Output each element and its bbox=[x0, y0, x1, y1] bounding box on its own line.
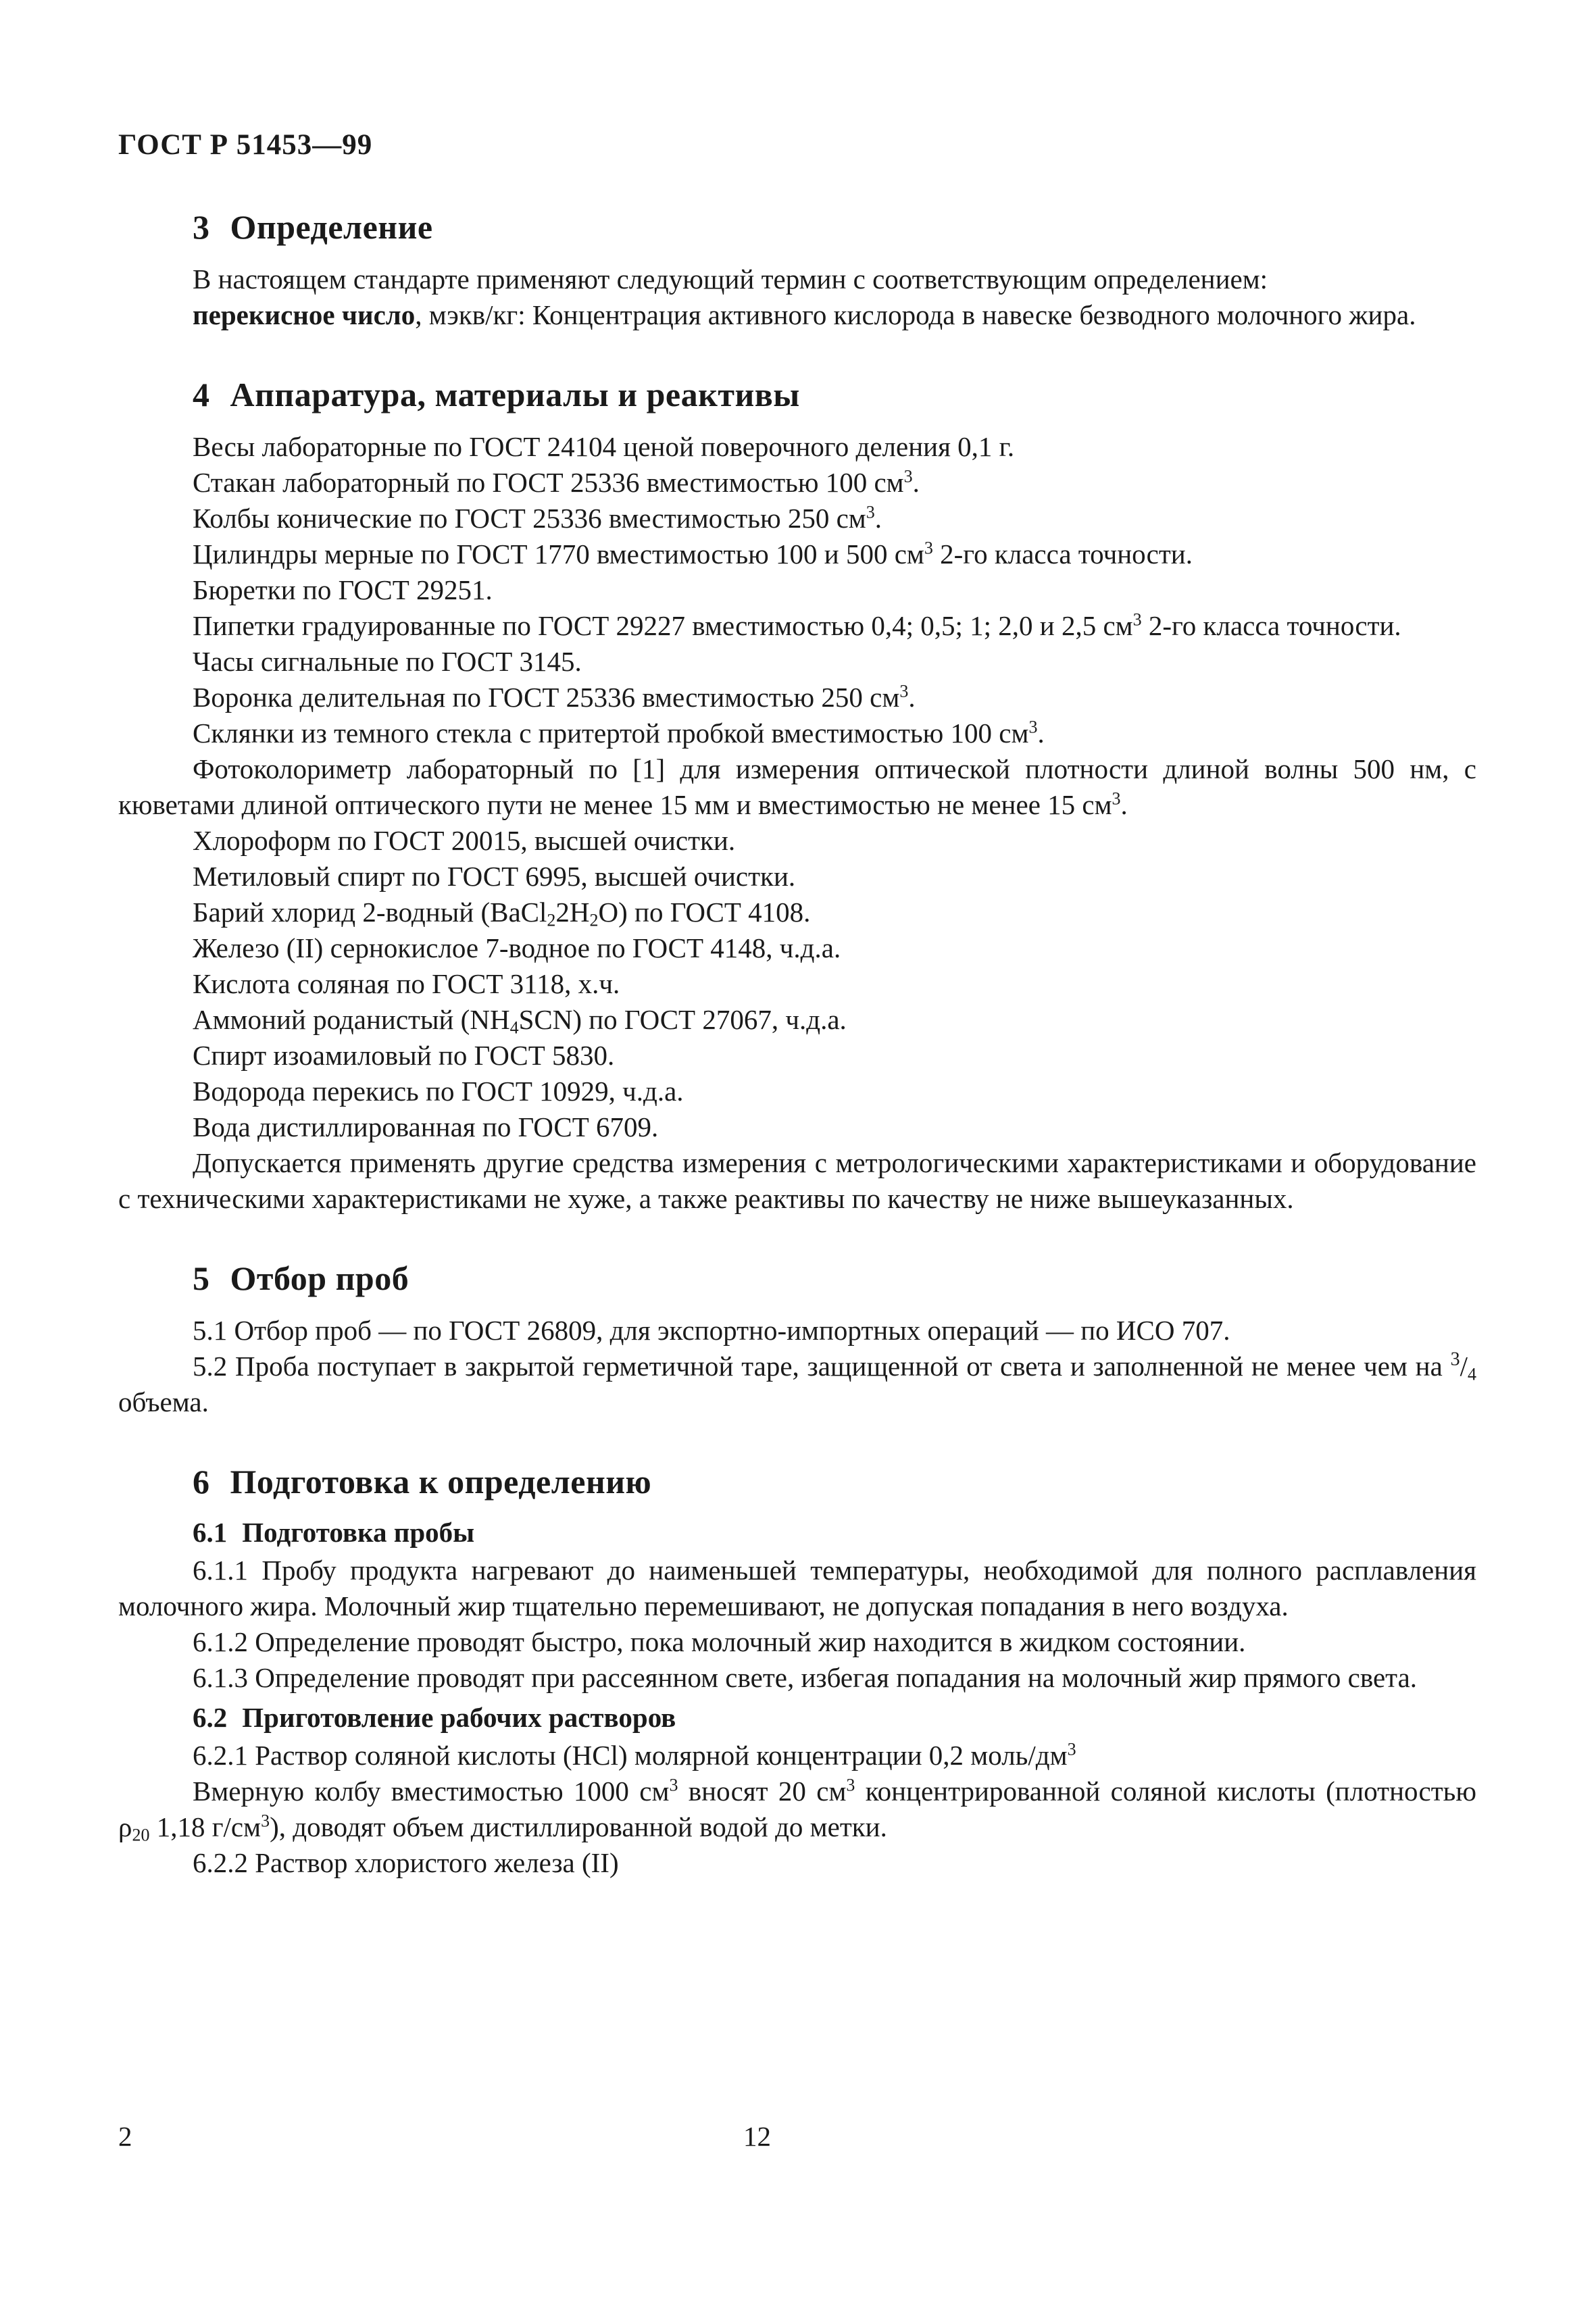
term: перекисное число bbox=[193, 299, 416, 330]
paragraph: 5.1 Отбор проб — по ГОСТ 26809, для экспортно-импортных операций — по ИСО 707. bbox=[193, 1315, 1230, 1346]
paragraph: 6.2.1 Раствор соляной кислоты (HCl) молярной концентрации 0,2 моль/$дм^3$ bbox=[193, 1739, 1076, 1771]
paragraph: Допускается применять другие средства измерения с метрологическими характеристиками и оборудование с техническими характеристиками не хуже, а также реактивы по качеству не ниже вышеуказанных. bbox=[118, 1147, 1476, 1214]
term-definition: перекисное число, мэкв/кг: Концентрация активного кислорода в навеске безводного молочного жира. bbox=[193, 299, 1416, 330]
document-page bbox=[118, 128, 1476, 1881]
list-item: Стакан лабораторный по ГОСТ 25336 вместимостью 100 $см^3$. bbox=[193, 466, 920, 498]
list-item: Воронка делительная по ГОСТ 25336 вместимостью 250 $см^3$. bbox=[193, 681, 916, 713]
list-item: Весы лабораторные по ГОСТ 24104 ценой поверочного деления 0,1 г. bbox=[193, 431, 1015, 462]
list-item: Часы сигнальные по ГОСТ 3145. bbox=[193, 646, 582, 677]
section-4-heading: 4 Аппаратура, материалы и реактивы bbox=[193, 376, 800, 413]
sheet-number: 12 bbox=[743, 2121, 771, 2152]
list-item: Колбы конические по ГОСТ 25336 вместимостью 250 $см^3$. bbox=[193, 502, 882, 534]
list-item: Метиловый спирт по ГОСТ 6995, высшей очистки. bbox=[193, 861, 796, 892]
list-item: Пипетки градуированные по ГОСТ 29227 вместимостью 0,4; 0,5; 1; 2,0 и 2,5 $см^3$ 2-го класса точности. bbox=[193, 609, 1401, 641]
list-item: Аммоний роданистый $(NH_4SCN)$ по ГОСТ 27067, ч.д.а. bbox=[193, 1004, 847, 1038]
list-item: Железо (II) сернокислое 7-водное по ГОСТ 4148, ч.д.а. bbox=[193, 932, 841, 963]
list-item: Водорода перекись по ГОСТ 10929, ч.д.а. bbox=[193, 1076, 684, 1107]
section-6-heading: 6 Подготовка к определению bbox=[193, 1463, 652, 1501]
subsection-6-1-heading: 6.1 Подготовка пробы bbox=[193, 1517, 475, 1548]
list-item: Фотоколориметр лабораторный по [1] для измерения оптической плотности длиной волны 500 нм, с кюветами длиной оптического пути не менее 15 мм и вместимостью не менее 15 $см^3$. bbox=[118, 753, 1476, 820]
list-item: Склянки из темного стекла с притертой пробкой вместимостью 100 $см^3$. bbox=[193, 717, 1045, 749]
paragraph: 6.2.2 Раствор хлористого железа (II) bbox=[193, 1847, 619, 1878]
list-item: Вода дистиллированная по ГОСТ 6709. bbox=[193, 1111, 659, 1142]
section-4 bbox=[118, 375, 1476, 1217]
page-number: 2 bbox=[118, 2121, 132, 2152]
list-item: Бюретки по ГОСТ 29251. bbox=[193, 574, 493, 605]
document-code: ГОСТ Р 51453—99 bbox=[118, 129, 373, 161]
paragraph: В настоящем стандарте применяют следующий термин с соответствующим определением: bbox=[193, 263, 1268, 295]
subsection-6-2-heading: 6.2 Приготовление рабочих растворов bbox=[193, 1702, 676, 1733]
paragraph: 6.1.3 Определение проводят при рассеянном свете, избегая попадания на молочный жир прямого света. bbox=[193, 1662, 1418, 1693]
paragraph: 6.1.2 Определение проводят быстро, пока молочный жир находится в жидком состоянии. bbox=[193, 1626, 1246, 1657]
section-3-heading: 3 Определение bbox=[193, 208, 433, 246]
paragraph: 6.1.1 Пробу продукта нагревают до наименьшей температуры, необходимой для полного расплавления молочного жира. Молочный жир тщательно перемешивают, не допуская попадания в него воздуха. bbox=[118, 1555, 1476, 1621]
section-3 bbox=[118, 207, 1476, 333]
list-item: Хлороформ по ГОСТ 20015, высшей очистки. bbox=[193, 825, 736, 856]
section-5-heading: 5 Отбор проб bbox=[193, 1259, 409, 1297]
section-6 bbox=[118, 1462, 1476, 1881]
list-item: Цилиндры мерные по ГОСТ 1770 вместимостью 100 и 500 $см^3$ 2-го класса точности. bbox=[193, 538, 1193, 570]
list-item: Спирт изоамиловый по ГОСТ 5830. bbox=[193, 1040, 615, 1071]
list-item: Барий хлорид 2-водный $(BaCl_22H_2O)$ по ГОСТ 4108. bbox=[193, 897, 811, 930]
fraction: $^3/_4$ bbox=[1450, 1349, 1476, 1384]
section-5 bbox=[118, 1259, 1476, 1420]
paragraph: Вмерную колбу вместимостью 1000 $см^3$ вносят 20 $см^3$ концентрированной соляной кислоты (плотностью $\rho_{20}$ 1,18 $г/см^3$), доводят объем дистиллированной водой до метки. bbox=[118, 1775, 1476, 1845]
list-item: Кислота соляная по ГОСТ 3118, х.ч. bbox=[193, 968, 620, 999]
paragraph: 5.2 Проба поступает в закрытой герметичной таре, защищенной от света и заполненной не менее чем на $^3/_4$ объема. bbox=[118, 1349, 1476, 1417]
